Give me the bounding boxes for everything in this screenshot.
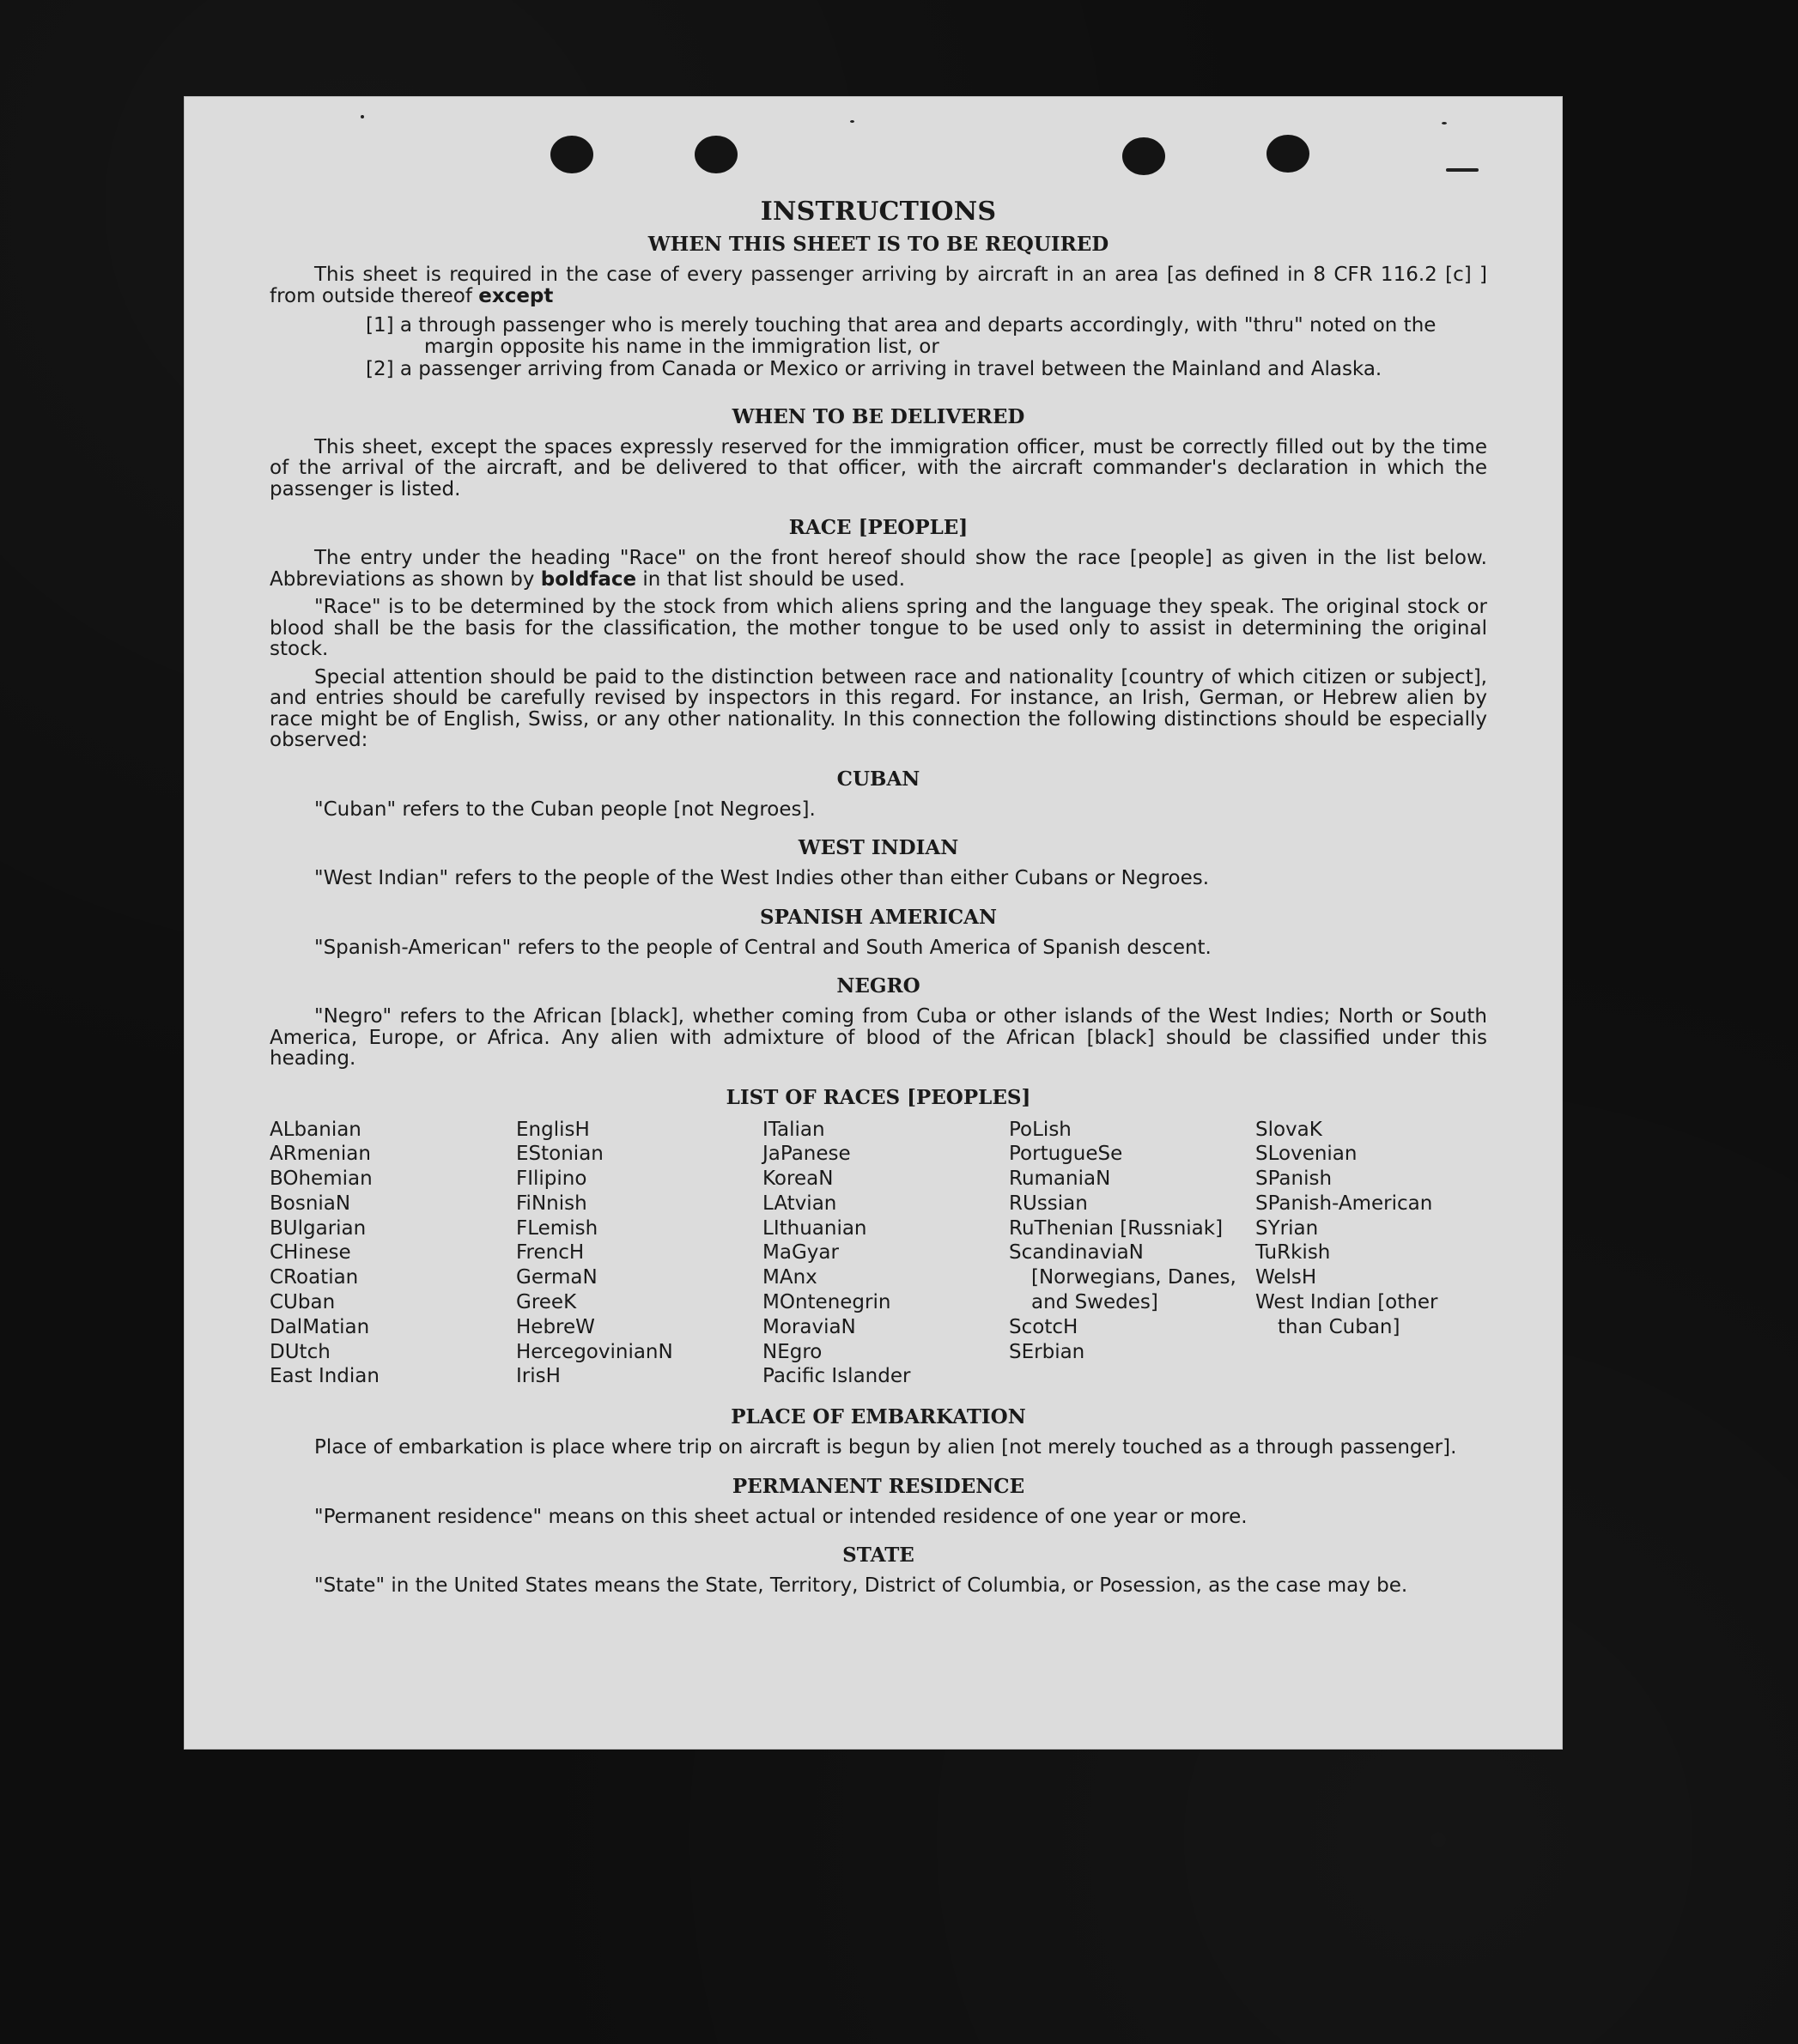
exception-item: [2] a passenger arriving from Canada or Mexico or arriving in travel between the Mainland and Alaska. — [366, 358, 1382, 380]
heading-spanish-american: SPANISH AMERICAN — [759, 905, 998, 929]
race-p1-before: The entry under the heading "Race" on the front hereof should show the race [people] as given in the list below. Abbreviations as shown by — [270, 547, 1487, 591]
heading-when-required: WHEN THIS SHEET IS TO BE REQUIRED — [647, 233, 1109, 256]
when-required-intro — [270, 264, 1487, 306]
race-entry: ScandinaviaN [Norwegians, Danes, and Swedes] — [1009, 1241, 1236, 1314]
heading-cuban: CUBAN — [836, 767, 920, 791]
scan-speck — [850, 120, 854, 123]
race-paragraph-1 — [270, 548, 1487, 590]
punch-hole — [550, 136, 593, 173]
negro-text: "Negro" refers to the African [black], whether coming from Cuba or other islands of the West Indies; North or South America, Europe, or Africa. Any alien with admixture of blood of the African [black] should be classified under this heading. — [270, 1005, 1487, 1070]
permanent-residence-text: "Permanent residence" means on this sheet actual or intended residence of one year or more. — [314, 1505, 1248, 1528]
race-entry: DalMatian — [270, 1315, 370, 1338]
race-entry: CRoatian — [270, 1266, 359, 1289]
race-entry: WelsH — [1255, 1266, 1317, 1289]
race-p1-after: in that list should be used. — [642, 567, 906, 591]
race-entry: HebreW — [516, 1315, 595, 1338]
race-entry: FrencH — [516, 1241, 585, 1265]
race-paragraph-3: Special attention should be paid to the distinction between race and nationality [country of which citizen or subject], and entries should be carefully revised by inspectors in this regard. For instance, an Irish, German, or Hebrew alien by race might be of English, Swiss, or any other nationality. In this connection the following distinctions should be especially observed: — [270, 665, 1487, 751]
race-entry: Pacific Islander — [762, 1365, 911, 1388]
race-entry: SYrian — [1255, 1216, 1319, 1240]
race-entry: JaPanese — [762, 1143, 851, 1166]
heading-negro: NEGRO — [836, 974, 920, 998]
scan-speck — [1446, 168, 1479, 172]
heading-place-of-embarkation: PLACE OF EMBARKATION — [731, 1405, 1026, 1429]
race-entry: IrisH — [516, 1365, 561, 1388]
race-entry: LAtvian — [762, 1192, 837, 1215]
race-entry: SlovaK — [1255, 1118, 1322, 1141]
race-entry: ALbanian — [270, 1118, 361, 1141]
race-entry: SLovenian — [1255, 1143, 1358, 1166]
race-entry: MAnx — [762, 1266, 817, 1289]
race-entry: HercegovinianN — [516, 1340, 673, 1363]
race-entry: East Indian — [270, 1365, 380, 1388]
race-entry: NEgro — [762, 1340, 823, 1363]
race-column — [516, 1118, 748, 1390]
race-entry: RuThenian [Russniak] — [1009, 1216, 1224, 1240]
heading-when-delivered: WHEN TO BE DELIVERED — [732, 404, 1025, 428]
exceptions-list — [270, 315, 1487, 380]
state-text: "State" in the United States means the State, Territory, District of Columbia, or Posession, as the case may be. — [314, 1574, 1408, 1598]
race-entry: ITalian — [762, 1118, 825, 1141]
race-entry: GermaN — [516, 1266, 598, 1289]
race-entry: GreeK — [516, 1291, 577, 1314]
race-entry: SPanish — [1255, 1168, 1333, 1191]
heading-permanent-residence: PERMANENT RESIDENCE — [732, 1474, 1025, 1498]
race-entry: BOhemian — [270, 1168, 373, 1191]
scan-speck — [361, 115, 364, 118]
scan-speck — [1442, 122, 1447, 124]
race-entry: ARmenian — [270, 1143, 371, 1166]
race-entry: MOntenegrin — [762, 1291, 891, 1314]
race-entry: CHinese — [270, 1241, 351, 1265]
race-entry: TuRkish — [1255, 1241, 1331, 1265]
heading-west-indian: WEST INDIAN — [798, 836, 959, 859]
heading-state: STATE — [842, 1544, 914, 1568]
race-entry: FiNnish — [516, 1192, 587, 1215]
when-required-intro-text: This sheet is required in the case of every passenger arriving by aircraft in an area [as defined in 8 CFR 116.2 [c] ] from outside thereof — [270, 264, 1487, 307]
race-entry: BosniaN — [270, 1192, 351, 1215]
punch-hole — [1122, 137, 1165, 175]
race-entry: BUlgarian — [270, 1216, 367, 1240]
race-entry: LIthuanian — [762, 1216, 867, 1240]
race-entry: MoraviaN — [762, 1315, 856, 1338]
heading-race: RACE [PEOPLE] — [788, 516, 969, 539]
race-list — [270, 1118, 1487, 1390]
race-entry: MaGyar — [762, 1241, 839, 1265]
when-delivered-text: This sheet, except the spaces expressly reserved for the immigration officer, must be correctly filled out by the time of the arrival of the aircraft, and be delivered to that officer, with the aircraft commander's declaration in which the passenger is listed. — [270, 435, 1487, 500]
race-entry: EnglisH — [516, 1118, 590, 1141]
punch-hole — [695, 136, 738, 173]
place-of-embarkation-text: Place of embarkation is place where trip on aircraft is begun by alien [not merely touched as a through passenger]. — [314, 1436, 1457, 1459]
cuban-text: "Cuban" refers to the Cuban people [not Negroes]. — [314, 798, 816, 821]
race-entry: FIlipino — [516, 1168, 587, 1191]
race-column — [1255, 1118, 1487, 1390]
race-column — [1009, 1118, 1241, 1390]
exception-item: [1] a through passenger who is merely touching that area and departs accordingly, with "thru" noted on the margin opposite his name in the immigration list, or — [366, 314, 1437, 358]
race-entry: FLemish — [516, 1216, 598, 1240]
instructions-content — [270, 197, 1487, 1597]
spanish-american-text: "Spanish-American" refers to the people of Central and South America of Spanish descent. — [314, 936, 1212, 959]
west-indian-text: "West Indian" refers to the people of the West Indies other than either Cubans or Negroes. — [314, 867, 1210, 889]
race-column — [270, 1118, 501, 1390]
race-entry: PortugueSe — [1009, 1143, 1123, 1166]
race-entry: SPanish-American — [1255, 1192, 1433, 1215]
punch-hole — [1266, 135, 1309, 173]
race-column — [762, 1118, 994, 1390]
document-sheet — [184, 96, 1563, 1750]
race-entry: CUban — [270, 1291, 336, 1314]
race-entry: EStonian — [516, 1143, 604, 1166]
race-paragraph-2: "Race" is to be determined by the stock from which aliens spring and the language they speak. The original stock or blood shall be the basis for the classification, the mother tongue to be used only to assist in determining the original stock. — [270, 596, 1487, 660]
race-entry: RumaniaN — [1009, 1168, 1111, 1191]
heading-list-of-races: LIST OF RACES [PEOPLES] — [726, 1085, 1031, 1109]
race-entry: PoLish — [1009, 1118, 1072, 1141]
race-entry: ScotcH — [1009, 1315, 1078, 1338]
race-entry: West Indian [other than Cuban] — [1255, 1291, 1438, 1338]
race-entry: SErbian — [1009, 1340, 1085, 1363]
race-entry: DUtch — [270, 1340, 331, 1363]
when-required-intro-emphasis: except — [478, 284, 554, 307]
document-title: INSTRUCTIONS — [760, 197, 997, 227]
race-p1-bold: boldface — [540, 567, 637, 591]
race-entry: KoreaN — [762, 1168, 834, 1191]
race-entry: RUssian — [1009, 1192, 1088, 1215]
